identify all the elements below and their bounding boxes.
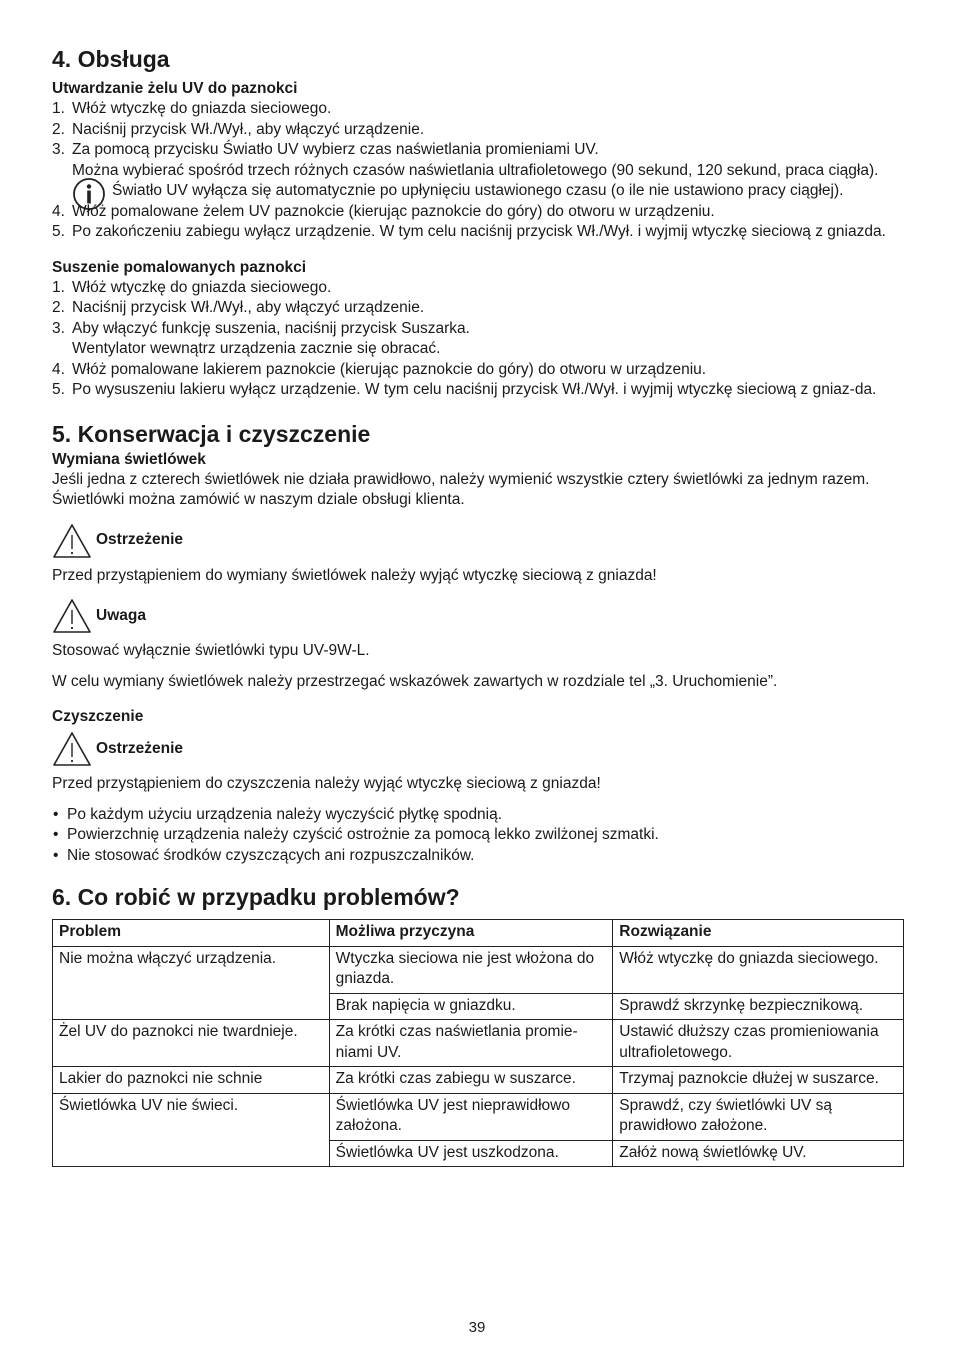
warning-block [52, 731, 904, 767]
warning-text: Przed przystąpieniem do czyszczenia należy wyjąć wtyczkę sieciową z gniazda! [52, 775, 601, 792]
table-row [53, 946, 904, 993]
warning-triangle-icon [52, 598, 92, 634]
solution-cell: Sprawdź, czy świetlówki UV są prawidłowo założone. [613, 1093, 904, 1140]
caution-block [52, 598, 904, 634]
cause-cell: Świetlówka UV jest nieprawidłowo założona. [329, 1093, 613, 1140]
column-header: Problem [53, 920, 330, 947]
table-row [53, 1067, 904, 1094]
steps-drying [52, 278, 904, 401]
section-5-title: 5. Konserwacja i czyszczenie [52, 420, 371, 447]
list-item: 4. Włóż pomalowane żelem UV paznokcie (kierując paznokcie do góry) do otworu w urządzeniu. [52, 202, 715, 220]
solution-cell: Sprawdź skrzynkę bezpiecznikową. [613, 993, 904, 1020]
problem-cell: Żel UV do paznokci nie twardnieje. [53, 1020, 330, 1067]
step-3-detail: Można wybierać spośród trzech różnych czasów naświetlania ultrafioletowego (90 sekund, 120 sekund, praca ciągła). [72, 161, 879, 179]
solution-cell: Włóż wtyczkę do gniazda sieciowego. [613, 946, 904, 993]
steps-uv-gel [52, 99, 904, 181]
warning-text: Przed przystąpieniem do wymiany świetlówek należy wyjąć wtyczkę sieciową z gniazda! [52, 566, 657, 584]
list-item: 3. Za pomocą przycisku Światło UV wybierz czas naświetlania promieniami UV. Można wybierać spośród trzech różnych czasów naświetlania ultrafioletowego (90 sekund, 120 sekund, praca ciągła). [52, 140, 904, 181]
list-item: 1. Włóż wtyczkę do gniazda sieciowego. [52, 278, 332, 296]
warning-label: Ostrzeżenie [96, 531, 184, 549]
warning-label: Ostrzeżenie [96, 739, 184, 757]
subheading-cleaning: Czyszczenie [52, 708, 144, 725]
table-row [53, 1020, 904, 1067]
step-3-detail: Wentylator wewnątrz urządzenia zacznie się obracać. [72, 340, 441, 357]
paragraph: W celu wymiany świetlówek należy przestrzegać wskazówek zawartych w rozdziale tel „3. Uruchomienie”. [52, 672, 778, 690]
list-item: • Nie stosować środków czyszczących ani rozpuszczalników. [53, 846, 475, 864]
table-header-row [53, 920, 904, 947]
list-item: 5. Po wysuszeniu lakieru wyłącz urządzenie. W tym celu naciśnij przycisk Wł./Wył. i wyjmij wtyczkę sieciową z gniaz-da. [52, 381, 877, 398]
subheading-uv-gel: Utwardzanie żelu UV do paznokci [52, 80, 298, 97]
cause-cell: Wtyczka sieciowa nie jest włożona do gniazda. [329, 946, 613, 993]
solution-cell: Ustawić dłuższy czas promieniowania ultrafioletowego. [613, 1020, 904, 1067]
page-number: 39 [468, 1319, 486, 1336]
cause-cell: Za krótki czas naświetlania promie-niami UV. [329, 1020, 613, 1067]
column-header: Rozwiązanie [613, 920, 904, 947]
problem-cell: Nie można włączyć urządzenia. [53, 946, 330, 1020]
subheading-drying: Suszenie pomalowanych paznokci [52, 258, 307, 276]
solution-cell: Trzymaj paznokcie dłużej w suszarce. [613, 1067, 904, 1094]
list-item: 1. Włóż wtyczkę do gniazda sieciowego. [52, 100, 332, 117]
document-page [52, 44, 904, 1167]
warning-block [52, 523, 904, 559]
list-item: 2. Naciśnij przycisk Wł./Wył., aby włączyć urządzenie. [52, 299, 425, 316]
paragraph: Jeśli jedna z czterech świetlówek nie działa prawidłowo, należy wymienić wszystkie cztery świetlówki za jednym razem. [52, 470, 870, 488]
cause-cell: Brak napięcia w gniazdku. [329, 993, 613, 1020]
warning-triangle-icon [52, 523, 92, 559]
warning-triangle-icon [52, 731, 92, 767]
subheading-lamp-replacement: Wymiana świetlówek [52, 450, 206, 468]
cleaning-bullets [52, 805, 904, 867]
info-note: Światło UV wyłącza się automatycznie po upłynięciu ustawionego czasu (o ile nie ustawiono pracy ciągłej). [52, 181, 904, 202]
section-6-title: 6. Co robić w przypadku problemów? [52, 884, 460, 910]
list-item: 5. Po zakończeniu zabiegu wyłącz urządzenie. W tym celu naciśnij przycisk Wł./Wył. i wyjmij wtyczkę sieciową z gniazda. [52, 223, 886, 240]
column-header: Możliwa przyczyna [329, 920, 613, 947]
section-4-title: 4. Obsługa [52, 46, 170, 72]
list-item: • Powierzchnię urządzenia należy czyścić ostrożnie za pomocą lekko zwilżonej szmatki. [53, 826, 659, 843]
caution-text: Stosować wyłącznie świetlówki typu UV-9W-L. [52, 642, 370, 659]
solution-cell: Załóż nową świetlówkę UV. [613, 1140, 904, 1167]
list-item: 2. Naciśnij przycisk Wł./Wył., aby włączyć urządzenie. [52, 120, 425, 138]
problem-cell: Świetlówka UV nie świeci. [53, 1093, 330, 1167]
list-item: • Po każdym użyciu urządzenia należy wyczyścić płytkę spodnią. [53, 805, 503, 823]
problem-cell: Lakier do paznokci nie schnie [53, 1067, 330, 1094]
cause-cell: Za krótki czas zabiegu w suszarce. [329, 1067, 613, 1094]
caution-label: Uwaga [96, 606, 146, 624]
cause-cell: Świetlówka UV jest uszkodzona. [329, 1140, 613, 1167]
list-item: 3. Aby włączyć funkcję suszenia, naciśnij przycisk Suszarka. Wentylator wewnątrz urządzenia zacznie się obracać. [52, 319, 904, 360]
list-item: 4. Włóż pomalowane lakierem paznokcie (kierując paznokcie do góry) do otworu w urządzeniu. [52, 360, 707, 378]
steps-uv-gel-cont [52, 202, 904, 243]
table-row [53, 1093, 904, 1140]
paragraph: Świetlówki można zamówić w naszym dziale obsługi klienta. [52, 491, 465, 508]
troubleshooting-table [52, 919, 904, 1167]
